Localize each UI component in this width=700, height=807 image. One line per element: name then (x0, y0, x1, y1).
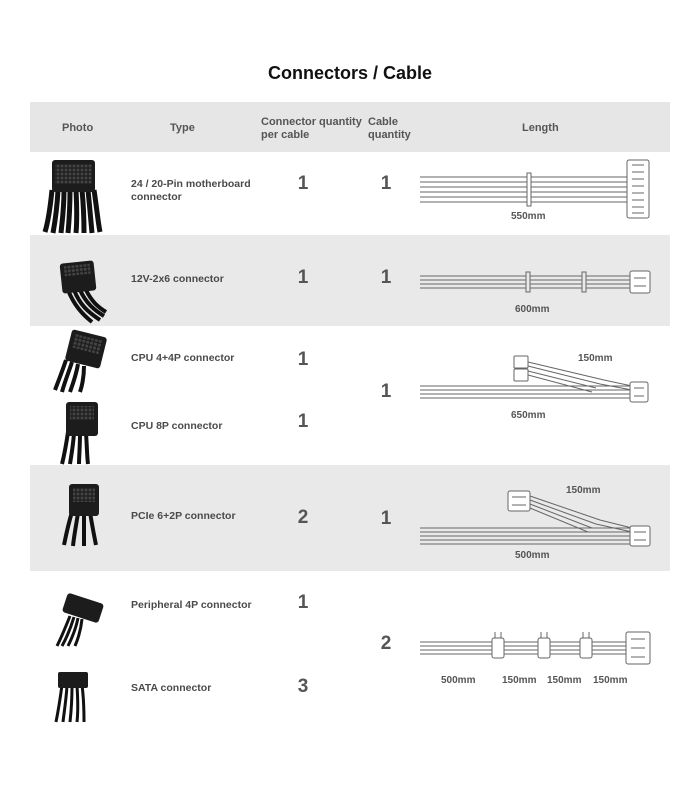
header-cable-qty-line1: Cable (368, 116, 398, 128)
header-length: Length (522, 122, 559, 134)
cable-diagram-atx (420, 160, 649, 218)
length-peripheral-seg2: 150mm (547, 675, 582, 686)
cable-qty-12v: 1 (380, 267, 392, 288)
length-atx: 550mm (511, 211, 546, 222)
type-atx (131, 178, 251, 204)
cable-diagram-cpu (420, 356, 648, 402)
connector-qty-sata: 3 (297, 676, 309, 697)
cable-qty-atx: 1 (380, 173, 392, 194)
length-peripheral-main: 500mm (441, 675, 476, 686)
cable-qty-pcie: 1 (380, 508, 392, 529)
type-cpu-4plus4: CPU 4+4P connector (131, 352, 235, 364)
header-connector-qty-line1: Connector quantity (261, 116, 362, 128)
connector-qty-pcie: 2 (297, 507, 309, 528)
length-pcie-main: 500mm (515, 550, 550, 561)
type-cpu-8p: CPU 8P connector (131, 420, 223, 432)
cpu-4plus4-connector-photo (55, 329, 107, 392)
header-cable-qty-line2: quantity (368, 129, 411, 141)
connector-qty-peripheral: 1 (297, 592, 309, 613)
header-connector-qty-line2: per cable (261, 129, 310, 141)
12v-2x6-connector-photo (60, 260, 106, 322)
length-12v: 600mm (515, 304, 550, 315)
type-peripheral: Peripheral 4P connector (131, 599, 252, 611)
page-title: Connectors / Cable (267, 63, 433, 83)
connector-qty-cpu-4plus4: 1 (297, 349, 309, 370)
cable-diagram-12v (420, 271, 650, 293)
type-pcie: PCIe 6+2P connector (131, 510, 236, 522)
type-atx-line1: 24 / 20-Pin motherboard (131, 178, 251, 190)
type-12v: 12V-2x6 connector (131, 273, 224, 285)
connector-qty-atx: 1 (297, 173, 309, 194)
cable-diagram-peripheral-sata (420, 632, 650, 664)
header-type: Type (170, 122, 195, 134)
peripheral-4p-connector-photo (57, 593, 104, 646)
length-peripheral-seg1: 150mm (502, 675, 537, 686)
length-peripheral-seg3: 150mm (593, 675, 628, 686)
length-cpu-branch: 150mm (578, 353, 613, 364)
type-sata: SATA connector (131, 682, 212, 694)
header-photo: Photo (62, 122, 94, 134)
sata-connector-photo (56, 672, 88, 722)
cable-qty-peripheral-sata: 2 (380, 633, 392, 654)
connector-qty-cpu-8p: 1 (297, 411, 309, 432)
length-pcie-branch: 150mm (566, 485, 601, 496)
cpu-8p-connector-photo (62, 402, 98, 464)
cable-diagram-pcie (420, 491, 650, 546)
pcie-6plus2-connector-photo (64, 484, 99, 546)
cable-qty-cpu: 1 (380, 381, 392, 402)
length-cpu-main: 650mm (511, 410, 546, 421)
atx-24pin-connector-photo (45, 160, 100, 233)
type-atx-line2: connector (131, 191, 182, 203)
connector-qty-12v: 1 (297, 267, 309, 288)
